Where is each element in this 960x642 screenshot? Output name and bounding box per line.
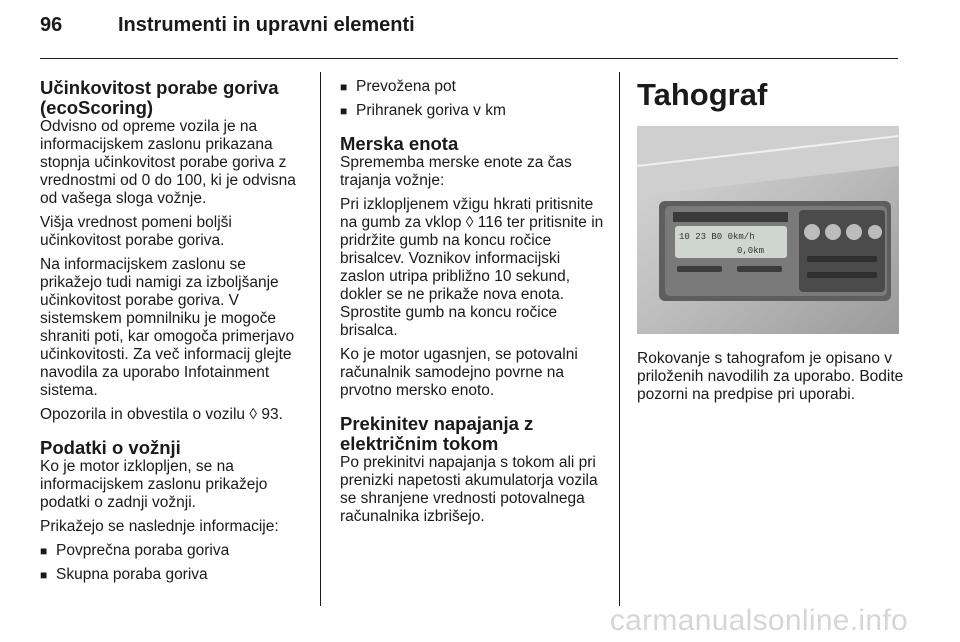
display-line-2: 0,0km: [737, 246, 765, 256]
paragraph-tachograph: Rokovanje s tahografom je opisano v priloženih navodilih za uporabo. Bodite pozorni na predpise pri uporabi.: [637, 350, 904, 403]
page-title: Instrumenti in upravni elementi: [118, 14, 415, 36]
list-item: ■ Prihranek goriva v km: [340, 102, 604, 120]
heading-power-interruption: Prekinitev napajanja z električnim tokom: [340, 413, 534, 454]
paragraph-warnings-ref: Opozorila in obvestila o vozilu ◊ 93.: [40, 406, 283, 423]
column-divider-1: [320, 72, 321, 606]
paragraph-unit-reset: Ko je motor ugasnjen, se potovalni računalnik samodejno povrne na prvotno mersko enoto.: [340, 346, 578, 399]
heading-tachograph: Tahograf: [637, 77, 768, 112]
paragraph-power-interruption: Po prekinitvi napajanja s tokom ali pri prenizki napetosti akumulatorja vozila se shranjene vrednosti potovalnega računalnika izbrišejo.: [340, 454, 598, 525]
column-1: [40, 78, 308, 590]
tachograph-button-4-icon: [868, 225, 882, 239]
paragraph-trip-list-intro: Prikažejo se naslednje informacije:: [40, 518, 279, 535]
tachograph-display: [675, 226, 787, 258]
heading-ecoscoring: Učinkovitost porabe goriva (ecoScoring): [40, 77, 279, 118]
tachograph-button-2-icon: [825, 224, 841, 240]
paragraph-eco-tips: Na informacijskem zaslonu se prikažejo tudi namigi za izboljšanje učinkovitost porabe goriva. V sistemskem pomnilniku je mogoče shraniti poti, kar omogoča primerjavo učinkovitosti. Za več informacij glejte navodila za uporabo Infotainment sistema.: [40, 256, 295, 399]
paragraph-unit-steps: Pri izklopljenem vžigu hkrati pritisnite na gumb za vklop ◊ 116 ter pritisnite in pridržite gumb na koncu ročice brisalcev. Voznikov informacijski zaslon utripa približno 10 sekund, dokler se ne prikaže nova enota. Sprostite gumb na koncu ročice brisalca.: [340, 196, 604, 339]
list-item: ■ Skupna poraba goriva: [40, 566, 308, 584]
heading-trip-data: Podatki o vožnji: [40, 437, 181, 458]
paragraph-trip-intro: Ko je motor izklopljen, se na informacijskem zaslonu prikažejo podatki o zadnji vožnji.: [40, 458, 268, 511]
heading-unit: Merska enota: [340, 133, 459, 154]
display-line-1: 10 23 B0 0km/h: [679, 232, 755, 242]
paragraph-eco-intro: Odvisno od opreme vozila je na informacijskem zaslonu prikazana stopnja učinkovitost porabe goriva z vrednostmi od 0 do 100, ki je odvisna od vašega sloga vožnje.: [40, 118, 296, 207]
tachograph-button-1-icon: [804, 224, 820, 240]
header-rule: [40, 58, 898, 59]
list-item: ■ Povprečna poraba goriva: [40, 542, 308, 560]
paragraph-unit-intro: Sprememba merske enote za čas trajanja vožnje:: [340, 154, 572, 189]
column-divider-2: [619, 72, 620, 606]
page-number: 96: [40, 14, 63, 36]
paragraph-eco-higher: Višja vrednost pomeni boljši učinkovitost porabe goriva.: [40, 214, 232, 249]
column-2: [340, 78, 604, 532]
page-header: [40, 14, 920, 42]
column-3: [637, 78, 905, 410]
list-item: ■ Prevožena pot: [340, 78, 604, 96]
watermark: carmanualsonline.info: [609, 604, 908, 637]
tachograph-illustration: [637, 126, 899, 334]
tachograph-button-3-icon: [846, 224, 862, 240]
